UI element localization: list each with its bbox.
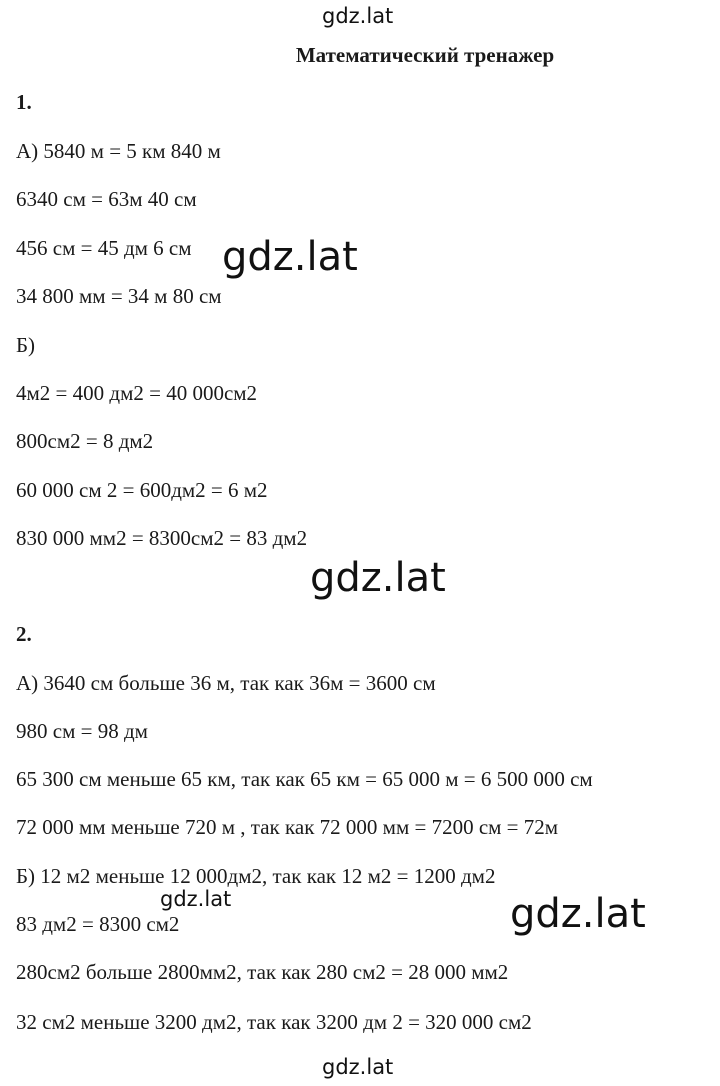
watermark-middle-1: gdz.lat [222, 234, 358, 280]
task-1-line: 456 см = 45 дм 6 см [16, 236, 192, 260]
task-1-line: 34 800 мм = 34 м 80 см [16, 284, 222, 308]
task-2-number: 2. [16, 622, 32, 646]
watermark-small-lower: gdz.lat [160, 887, 232, 911]
task-2-line: 83 дм2 = 8300 см2 [16, 912, 180, 936]
page-title: Математический тренажер [295, 43, 555, 67]
task-2-line: 980 см = 98 дм [16, 719, 148, 743]
task-1-number: 1. [16, 90, 32, 114]
watermark-bottom: gdz.lat [322, 1055, 394, 1079]
task-1-line: 60 000 см 2 = 600дм2 = 6 м2 [16, 478, 268, 502]
task-1-line: А) 5840 м = 5 км 840 м [16, 139, 221, 163]
task-1-line: 800см2 = 8 дм2 [16, 429, 154, 453]
task-2-line: А) 3640 см больше 36 м, так как 36м = 3600 см [16, 671, 436, 695]
task-2-line: 65 300 см меньше 65 км, так как 65 км = 65 000 м = 6 500 000 см [16, 767, 593, 791]
task-1-line: 6340 см = 63м 40 см [16, 187, 197, 211]
task-2-line: 280см2 больше 2800мм2, так как 280 см2 = 28 000 мм2 [16, 960, 509, 984]
task-2-line: 72 000 мм меньше 720 м , так как 72 000 мм = 7200 см = 72м [16, 815, 559, 839]
watermark-top: gdz.lat [322, 4, 394, 28]
task-1-line: 4м2 = 400 дм2 = 40 000см2 [16, 381, 258, 405]
watermark-big-lower: gdz.lat [510, 891, 646, 937]
task-2-line: 32 см2 меньше 3200 дм2, так как 3200 дм 2 = 320 000 см2 [16, 1010, 532, 1034]
watermark-middle-2: gdz.lat [310, 555, 446, 601]
task-1-line: 830 000 мм2 = 8300см2 = 83 дм2 [16, 526, 308, 550]
task-2-line: Б) 12 м2 меньше 12 000дм2, так как 12 м2 = 1200 дм2 [16, 864, 496, 888]
task-1-line: Б) [16, 333, 36, 357]
